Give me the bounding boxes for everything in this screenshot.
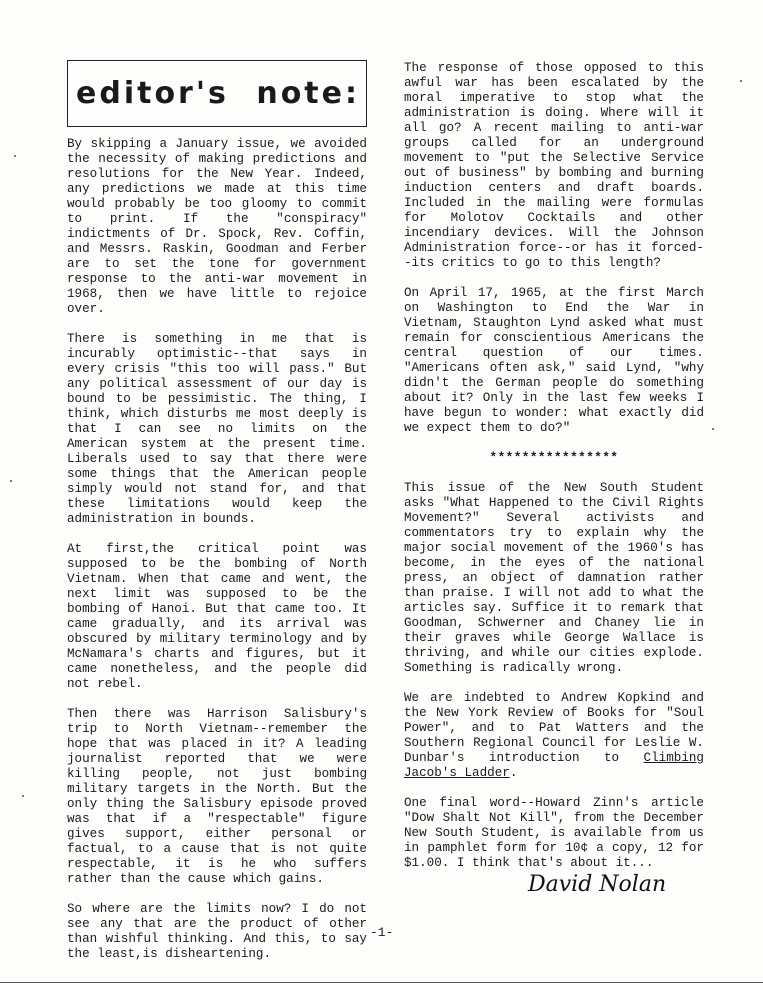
page-number: -1- (370, 925, 394, 940)
margin-speck (10, 480, 12, 482)
left-paragraph-2: There is something in me that is incurably optimistic--that says in every crisis "this too will pass." But any political assessment of our day is bound to be pessimistic. The thing, I think, which disturbs me most deeply is that I can see no limits on the American system at the present time. Liberals used to say that there were some things that the American people simply would not stand for, and that these limitations would keep the administration in bounds. (67, 332, 367, 526)
book-title: Climbing Jacob's Ladder (404, 751, 704, 780)
left-paragraph-3: At first,the critical point was supposed to be the bombing of North Vietnam. When that came and went, the next limit was supposed to be the bombing of Hanoi. But that came too. It came gradually, and its arrival was obscured by military terminology and by McNamara's charts and figures, but it came nonetheless, and the people did not rebel. (67, 542, 367, 691)
right-paragraph-2: On April 17, 1965, at the first March on Washington to End the War in Vietnam, Staughton Lynd asked what must remain for conscientious Americans the central question of our times. "Americans often ask," said Lynd, "why didn't the German people do something about it? Only in the last few weeks I have begun to wonder: what exactly did we expect them to do?" (404, 286, 704, 435)
left-paragraph-5: So where are the limits now? I do not see any that are the product of other than wishful thinking. And this, to say the least,is disheartening. (67, 902, 367, 961)
margin-speck (740, 80, 742, 82)
page-title: editor's note: (76, 76, 360, 111)
final-paragraph: One final word--Howard Zinn's article "Dow Shalt Not Kill", from the December New South Student, is available from us in pamphlet form for 10¢ a copy, 12 for $1.00. I think that's about it... (404, 796, 704, 870)
signature: David Nolan (528, 872, 667, 897)
right-paragraph-1: The response of those opposed to this awful war has been escalated by the moral imperative to stop what the administration is doing. Where will it all go? A recent mailing to anti-war groups called for an underground movement to "put the Selective Service out of business" by bombing and burning induction centers and draft boards. Included in the mailing were formulas for Molotov Cocktails and other incendiary devices. Will the Johnson Administration force--or has it forced--its critics to go to this length? (404, 61, 704, 270)
indebted-paragraph (404, 691, 704, 781)
margin-speck (712, 428, 714, 430)
right-paragraph-3: This issue of the New South Student asks "What Happened to the Civil Rights Movement?" Several activists and commentators try to explain why the major social movement of the 1960's has become, in the eyes of the national press, an object of damnation rather than praise. I will not add to what the articles say. Suffice it to remark that Goodman, Schwerner and Chaney lie in their graves while George Wallace is thriving, and while our cities explode. Something is radically wrong. (404, 481, 704, 675)
margin-speck (22, 795, 24, 797)
right-column (404, 61, 704, 886)
title-box (67, 60, 367, 127)
margin-speck (14, 155, 16, 157)
left-paragraph-1: By skipping a January issue, we avoided the necessity of making predictions and resolutions for the New Year. Indeed, any predictions we made at this time would probably be too gloomy to commit to print. If the "conspiracy" indictments of Dr. Spock, Rev. Coffin, and Messrs. Raskin, Goodman and Ferber are to set the tone for government response to the anti-war movement in 1968, then we have little to rejoice over. (67, 137, 367, 316)
left-paragraph-4: Then there was Harrison Salisbury's trip to North Vietnam--remember the hope that was placed in it? A leading journalist reported that we were killing people, not just bombing military targets in the North. But the only thing the Salisbury episode proved was that if a "respectable" figure gives support, either personal or factual, to a cause that is not quite respectable, it is he who suffers rather than the cause which gains. (67, 707, 367, 886)
indebted-end: . (509, 766, 518, 780)
indebted-text: We are indebted to Andrew Kopkind and the New York Review of Books for "Soul Power", and to Pat Watters and the Southern Regional Council for Leslie W. Dunbar's introduction to (404, 691, 704, 765)
left-column (67, 60, 367, 977)
bottom-rule (0, 982, 763, 983)
section-separator: **************** (489, 451, 619, 465)
